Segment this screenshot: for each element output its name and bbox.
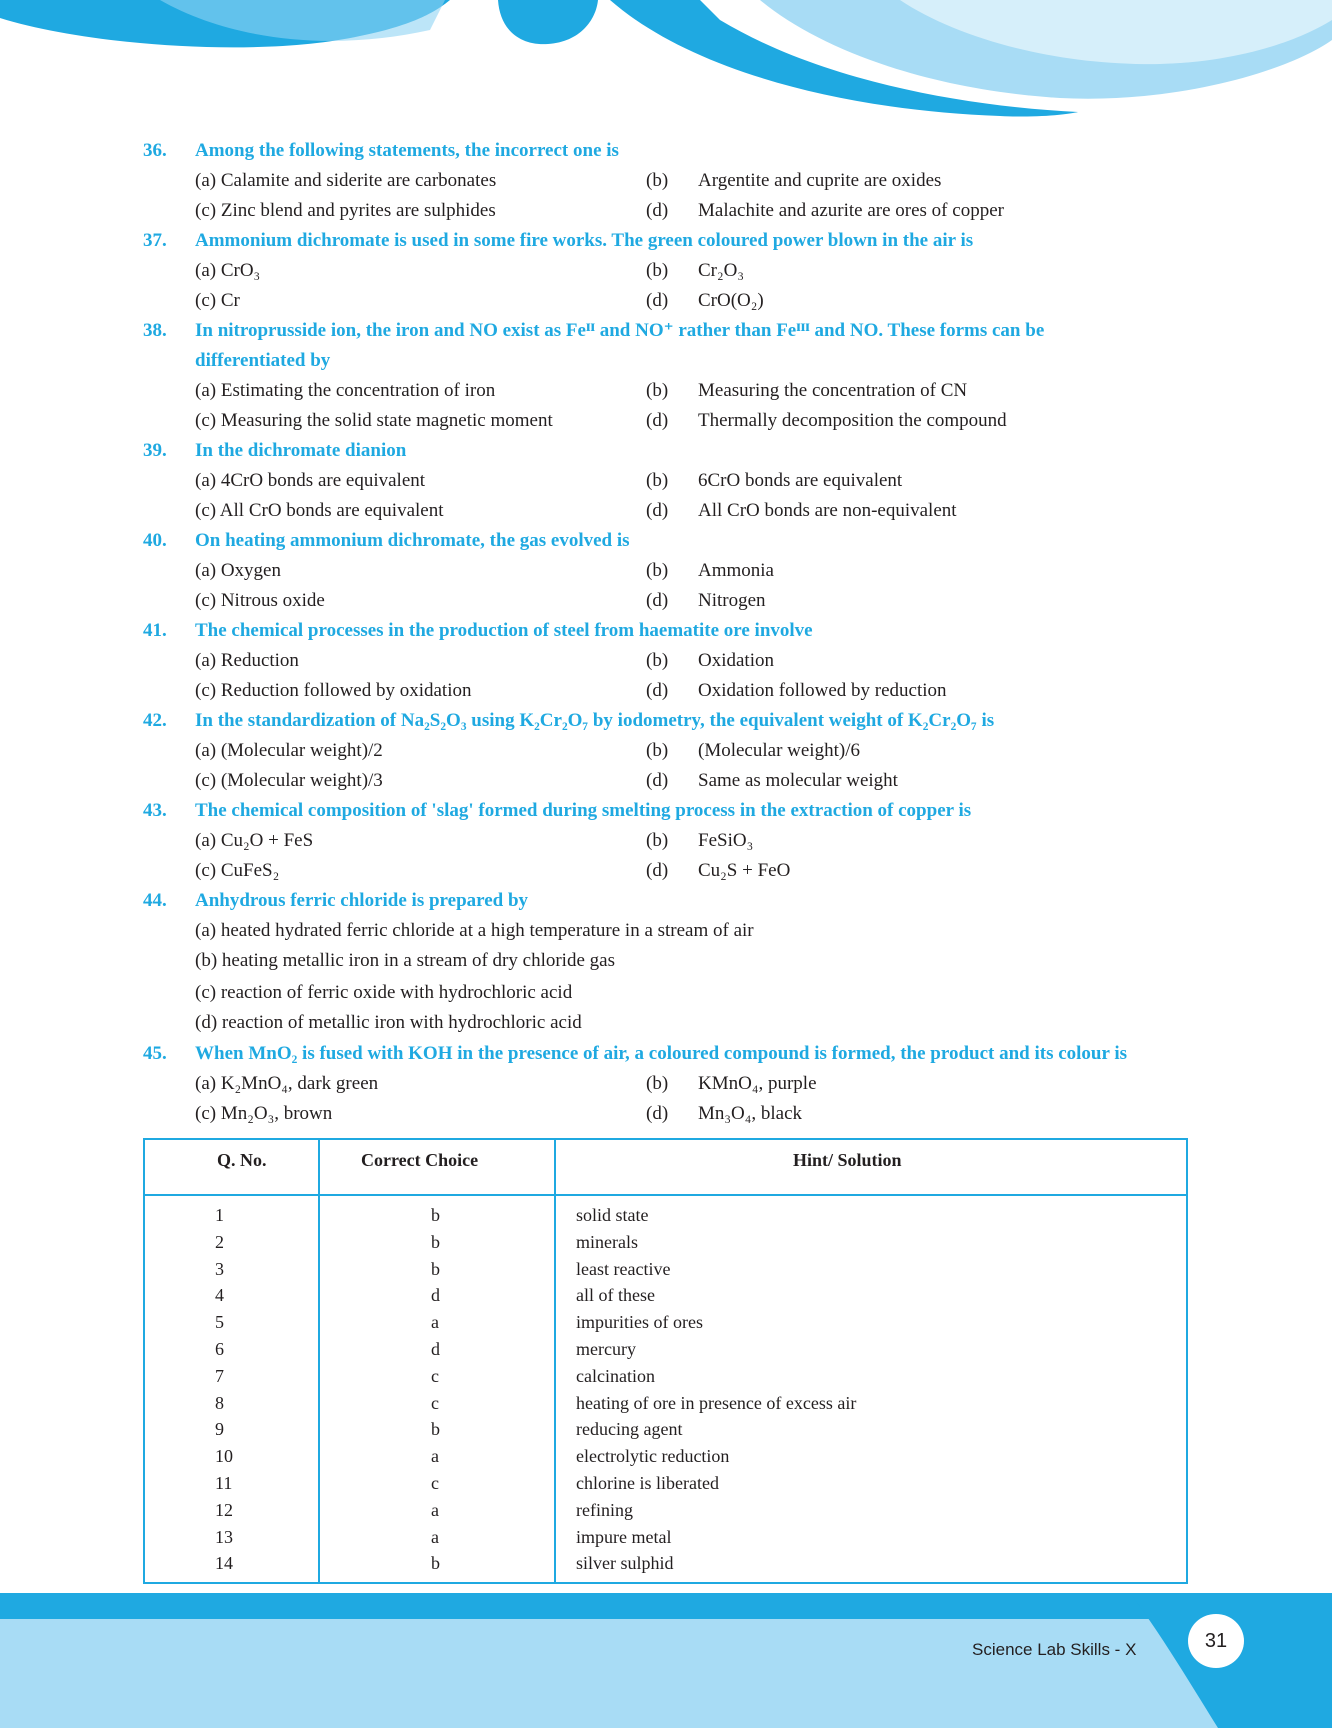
option-c: (c) Zinc blend and pyrites are sulphides xyxy=(195,200,496,221)
option-d: Malachite and azurite are ores of copper xyxy=(698,200,1004,221)
question-number: 40. xyxy=(143,530,167,551)
question-number: 45. xyxy=(143,1043,167,1064)
cell-choice: c xyxy=(431,1473,439,1493)
cell-qno: 8 xyxy=(215,1392,224,1413)
question-text: The chemical processes in the production of steel from haematite ore involve xyxy=(195,620,813,641)
cell-choice: c xyxy=(431,1365,439,1386)
option-d-label: (d) xyxy=(646,1103,669,1124)
cell-hint: refining xyxy=(576,1499,633,1520)
option-c: (c) Measuring the solid state magnetic moment xyxy=(195,410,553,431)
cell-hint: impure metal xyxy=(576,1526,672,1547)
question-text: Anhydrous ferric chloride is prepared by xyxy=(195,890,529,911)
option-b-label: (b) xyxy=(646,740,669,761)
option-a: (a) Estimating the concentration of iron xyxy=(195,380,496,401)
cell-choice: a xyxy=(431,1312,439,1333)
cell-hint: least reactive xyxy=(576,1258,671,1279)
cell-choice: b xyxy=(431,1419,440,1440)
question-number: 43. xyxy=(143,800,167,821)
question-number: 39. xyxy=(143,440,167,461)
option-a: (a) 4CrO bonds are equivalent xyxy=(195,470,426,491)
option-c: (c) Nitrous oxide xyxy=(195,590,325,611)
option-a: (a) heated hydrated ferric chloride at a high temperature in a stream of air xyxy=(195,920,754,941)
option-c: (c) Mn₂O₃, brown xyxy=(195,1103,333,1124)
option-c: (c) Reduction followed by oxidation xyxy=(195,680,472,701)
question-number: 37. xyxy=(143,230,167,251)
option-d: (d) reaction of metallic iron with hydrochloric acid xyxy=(195,1012,582,1033)
option-d-label: (d) xyxy=(646,290,669,311)
cell-hint: mercury xyxy=(576,1339,636,1359)
option-b-label: (b) xyxy=(646,830,669,851)
option-d: Thermally decomposition the compound xyxy=(698,410,1007,431)
option-c: (c) reaction of ferric oxide with hydrochloric acid xyxy=(195,982,573,1003)
option-d: Cu₂S + FeO xyxy=(698,860,791,881)
option-b: Ammonia xyxy=(698,560,774,581)
page-number: 31 xyxy=(1188,1614,1244,1668)
question-text: Among the following statements, the incorrect one is xyxy=(195,140,619,161)
cell-choice: a xyxy=(431,1526,439,1547)
option-a: (a) Oxygen xyxy=(195,560,281,581)
cell-choice: a xyxy=(431,1499,439,1520)
option-b-label: (b) xyxy=(646,380,669,401)
option-b: (Molecular weight)/6 xyxy=(698,740,860,761)
option-d-label: (d) xyxy=(646,500,669,521)
cell-qno: 7 xyxy=(215,1365,224,1386)
option-d: Nitrogen xyxy=(698,590,766,611)
cell-qno: 9 xyxy=(215,1419,224,1440)
cell-hint: chlorine is liberated xyxy=(576,1473,719,1493)
option-b-label: (b) xyxy=(646,560,669,581)
cell-hint: reducing agent xyxy=(576,1419,683,1440)
option-a: (a) Reduction xyxy=(195,650,299,671)
option-b-label: (b) xyxy=(646,260,669,281)
option-c: (c) All CrO bonds are equivalent xyxy=(195,500,444,521)
cell-choice: d xyxy=(431,1339,440,1359)
question-text: The chemical composition of 'slag' formed during smelting process in the extraction of copper is xyxy=(195,800,972,821)
option-d: CrO(O₂) xyxy=(698,290,764,311)
answer-table xyxy=(143,1138,1188,1584)
footer-band xyxy=(0,1593,1332,1728)
option-a: (a) K₂MnO₄, dark green xyxy=(195,1073,379,1094)
option-b: Oxidation xyxy=(698,650,774,671)
option-b-label: (b) xyxy=(646,170,669,191)
question-number: 38. xyxy=(143,320,167,341)
cell-hint: all of these xyxy=(576,1285,655,1306)
header-qno: Q. No. xyxy=(217,1150,267,1170)
cell-choice: b xyxy=(431,1205,440,1225)
option-d-label: (d) xyxy=(646,680,669,701)
cell-qno: 1 xyxy=(215,1205,224,1225)
header-correct-choice: Correct Choice xyxy=(361,1150,479,1170)
cell-qno: 3 xyxy=(215,1258,224,1279)
cell-qno: 12 xyxy=(215,1499,233,1520)
option-b-label: (b) xyxy=(646,650,669,671)
cell-qno: 13 xyxy=(215,1526,233,1547)
option-c: (c) (Molecular weight)/3 xyxy=(195,770,383,791)
option-b: 6CrO bonds are equivalent xyxy=(698,470,903,491)
question-text: In the dichromate dianion xyxy=(195,440,407,461)
option-b: Cr₂O₃ xyxy=(698,260,744,281)
option-c: (c) Cr xyxy=(195,290,240,311)
question-text: In the standardization of Na₂S₂O₃ using K₂Cr₂O₇ by iodometry, the equivalent weight of K₂Cr₂O₇ is xyxy=(195,710,995,731)
cell-hint: silver sulphid xyxy=(576,1553,674,1574)
cell-choice: d xyxy=(431,1285,440,1306)
option-d-label: (d) xyxy=(646,410,669,431)
question-number: 42. xyxy=(143,710,167,731)
question-text: In nitroprusside ion, the iron and NO exist as Feᴵᴵ and NO⁺ rather than Feᴵᴵᴵ and NO. These forms can be xyxy=(195,320,1045,341)
cell-qno: 5 xyxy=(215,1312,224,1333)
option-b: KMnO₄, purple xyxy=(698,1073,817,1094)
option-b: Measuring the concentration of CN xyxy=(698,380,968,401)
header-wave-decoration xyxy=(0,0,1332,130)
cell-choice: c xyxy=(431,1392,439,1413)
option-d-label: (d) xyxy=(646,590,669,611)
cell-hint: heating of ore in presence of excess air xyxy=(576,1392,857,1413)
option-a: (a) Cu₂O + FeS xyxy=(195,830,314,851)
book-title: Science Lab Skills - X xyxy=(972,1640,1137,1659)
option-b: (b) heating metallic iron in a stream of dry chloride gas xyxy=(195,950,615,971)
option-d: All CrO bonds are non-equivalent xyxy=(698,500,957,521)
cell-choice: b xyxy=(431,1258,440,1279)
cell-hint: impurities of ores xyxy=(576,1312,703,1333)
cell-qno: 11 xyxy=(215,1473,233,1493)
cell-qno: 2 xyxy=(215,1231,224,1252)
option-a: (a) CrO₃ xyxy=(195,260,261,281)
option-d-label: (d) xyxy=(646,860,669,881)
cell-hint: solid state xyxy=(576,1205,649,1225)
option-c: (c) CuFeS₂ xyxy=(195,860,280,881)
cell-hint: electrolytic reduction xyxy=(576,1446,730,1467)
option-b: Argentite and cuprite are oxides xyxy=(698,170,942,191)
cell-choice: b xyxy=(431,1231,440,1252)
question-number: 41. xyxy=(143,620,167,641)
question-text-continued: differentiated by xyxy=(195,350,331,371)
option-a: (a) Calamite and siderite are carbonates xyxy=(195,170,497,191)
question-text: Ammonium dichromate is used in some fire works. The green coloured power blown in the air is xyxy=(195,230,974,251)
cell-qno: 14 xyxy=(215,1553,233,1574)
option-d-label: (d) xyxy=(646,200,669,221)
cell-hint: minerals xyxy=(576,1231,638,1252)
option-d: Oxidation followed by reduction xyxy=(698,680,947,701)
option-d: Same as molecular weight xyxy=(698,770,898,791)
header-hint-solution: Hint/ Solution xyxy=(793,1150,902,1170)
question-text: When MnO₂ is fused with KOH in the presence of air, a coloured compound is formed, the product and its colour is xyxy=(195,1043,1128,1064)
option-b-label: (b) xyxy=(646,470,669,491)
option-a: (a) (Molecular weight)/2 xyxy=(195,740,383,761)
cell-hint: calcination xyxy=(576,1365,655,1386)
question-number: 44. xyxy=(143,890,167,911)
option-d-label: (d) xyxy=(646,770,669,791)
option-b: FeSiO₃ xyxy=(698,830,754,851)
option-d: Mn₃O₄, black xyxy=(698,1103,803,1124)
cell-qno: 6 xyxy=(215,1339,224,1359)
question-text: On heating ammonium dichromate, the gas evolved is xyxy=(195,530,630,551)
cell-choice: a xyxy=(431,1446,439,1467)
cell-choice: b xyxy=(431,1553,440,1574)
question-number: 36. xyxy=(143,140,167,161)
option-b-label: (b) xyxy=(646,1073,669,1094)
cell-qno: 10 xyxy=(215,1446,233,1467)
cell-qno: 4 xyxy=(215,1285,224,1306)
